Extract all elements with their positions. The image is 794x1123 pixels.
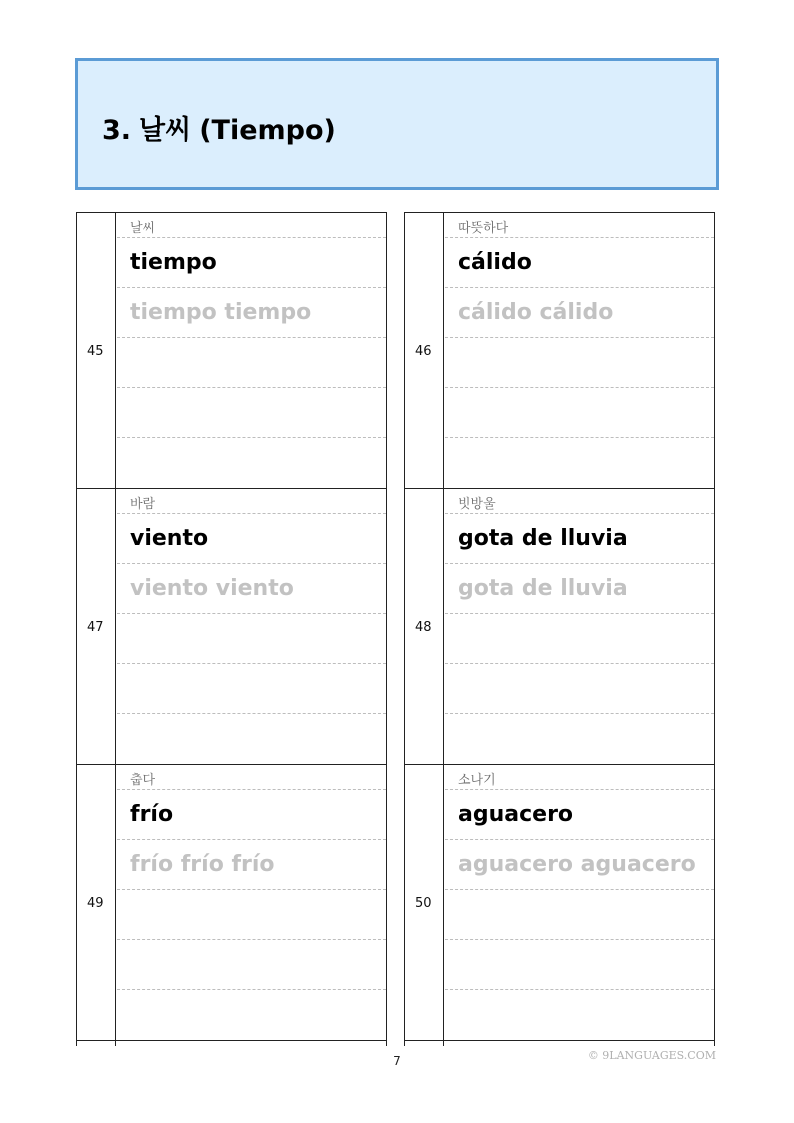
practice-line: [117, 438, 386, 489]
spanish-word: aguacero: [458, 802, 574, 827]
trace-row: [117, 564, 386, 614]
korean-word: 빗방울: [458, 497, 496, 512]
section-title-box: [75, 58, 719, 190]
practice-line: [117, 890, 386, 940]
practice-line: [445, 338, 714, 388]
spanish-word: gota de lluvia: [458, 526, 628, 551]
korean-row: [445, 765, 714, 790]
vocab-number: 47: [87, 620, 104, 635]
number-column: [77, 213, 116, 488]
bottom-tick: [443, 1040, 444, 1046]
section-title-spanish: (Tiempo): [199, 115, 336, 146]
bottom-tick: [76, 1040, 77, 1046]
word-row: [445, 790, 714, 840]
practice-line: [445, 664, 714, 714]
trace-row: [117, 840, 386, 890]
vocab-number: 49: [87, 896, 104, 911]
spanish-word: frío: [130, 802, 174, 827]
practice-line: [117, 338, 386, 388]
trace-row: [445, 288, 714, 338]
spanish-word: cálido: [458, 250, 532, 275]
korean-word: 따뜻하다: [458, 221, 509, 236]
vocab-card-48: [404, 488, 715, 764]
spanish-word: tiempo: [130, 250, 217, 275]
practice-line: [445, 890, 714, 940]
practice-line: [445, 714, 714, 765]
korean-word: 바람: [130, 497, 156, 512]
vocab-number: 50: [415, 896, 432, 911]
trace-row: [445, 840, 714, 890]
number-column: [77, 765, 116, 1040]
section-title: [102, 108, 336, 147]
practice-line: [117, 940, 386, 990]
vocab-card-46: [404, 212, 715, 488]
trace-text: tiempo tiempo: [130, 300, 312, 325]
number-column: [405, 765, 444, 1040]
vocab-card-47: [76, 488, 387, 764]
bottom-tick: [386, 1040, 387, 1046]
trace-text: gota de lluvia: [458, 576, 628, 601]
bottom-tick: [714, 1040, 715, 1046]
trace-text: cálido cálido: [458, 300, 614, 325]
trace-text: aguacero aguacero: [458, 852, 696, 877]
vocab-card-49: [76, 764, 387, 1041]
vocab-number: 45: [87, 344, 104, 359]
practice-line: [117, 664, 386, 714]
korean-word: 날씨: [130, 221, 156, 236]
vocab-number: 48: [415, 620, 432, 635]
word-row: [445, 238, 714, 288]
word-row: [117, 514, 386, 564]
section-number: 3.: [102, 115, 132, 146]
practice-line: [445, 990, 714, 1041]
korean-row: [117, 765, 386, 790]
practice-line: [117, 714, 386, 765]
copyright-notice: © 9LANGUAGES.COM: [587, 1049, 716, 1062]
practice-line: [445, 388, 714, 438]
practice-line: [445, 940, 714, 990]
number-column: [405, 213, 444, 488]
practice-line: [445, 438, 714, 489]
vocab-card-45: [76, 212, 387, 488]
spanish-word: viento: [130, 526, 209, 551]
korean-row: [445, 489, 714, 514]
page-number: 7: [393, 1054, 401, 1068]
word-row: [117, 238, 386, 288]
bottom-tick: [404, 1040, 405, 1046]
trace-text: viento viento: [130, 576, 294, 601]
practice-line: [117, 990, 386, 1041]
number-column: [405, 489, 444, 764]
practice-line: [117, 614, 386, 664]
section-title-korean: 날씨: [139, 115, 192, 146]
trace-row: [445, 564, 714, 614]
word-row: [117, 790, 386, 840]
word-row: [445, 514, 714, 564]
trace-text: frío frío frío: [130, 852, 275, 877]
practice-line: [117, 388, 386, 438]
bottom-tick: [115, 1040, 116, 1046]
number-column: [77, 489, 116, 764]
korean-word: 소나기: [458, 773, 496, 788]
korean-word: 춥다: [130, 773, 156, 788]
korean-row: [117, 489, 386, 514]
korean-row: [445, 213, 714, 238]
practice-line: [445, 614, 714, 664]
vocab-number: 46: [415, 344, 432, 359]
korean-row: [117, 213, 386, 238]
trace-row: [117, 288, 386, 338]
vocab-card-50: [404, 764, 715, 1041]
